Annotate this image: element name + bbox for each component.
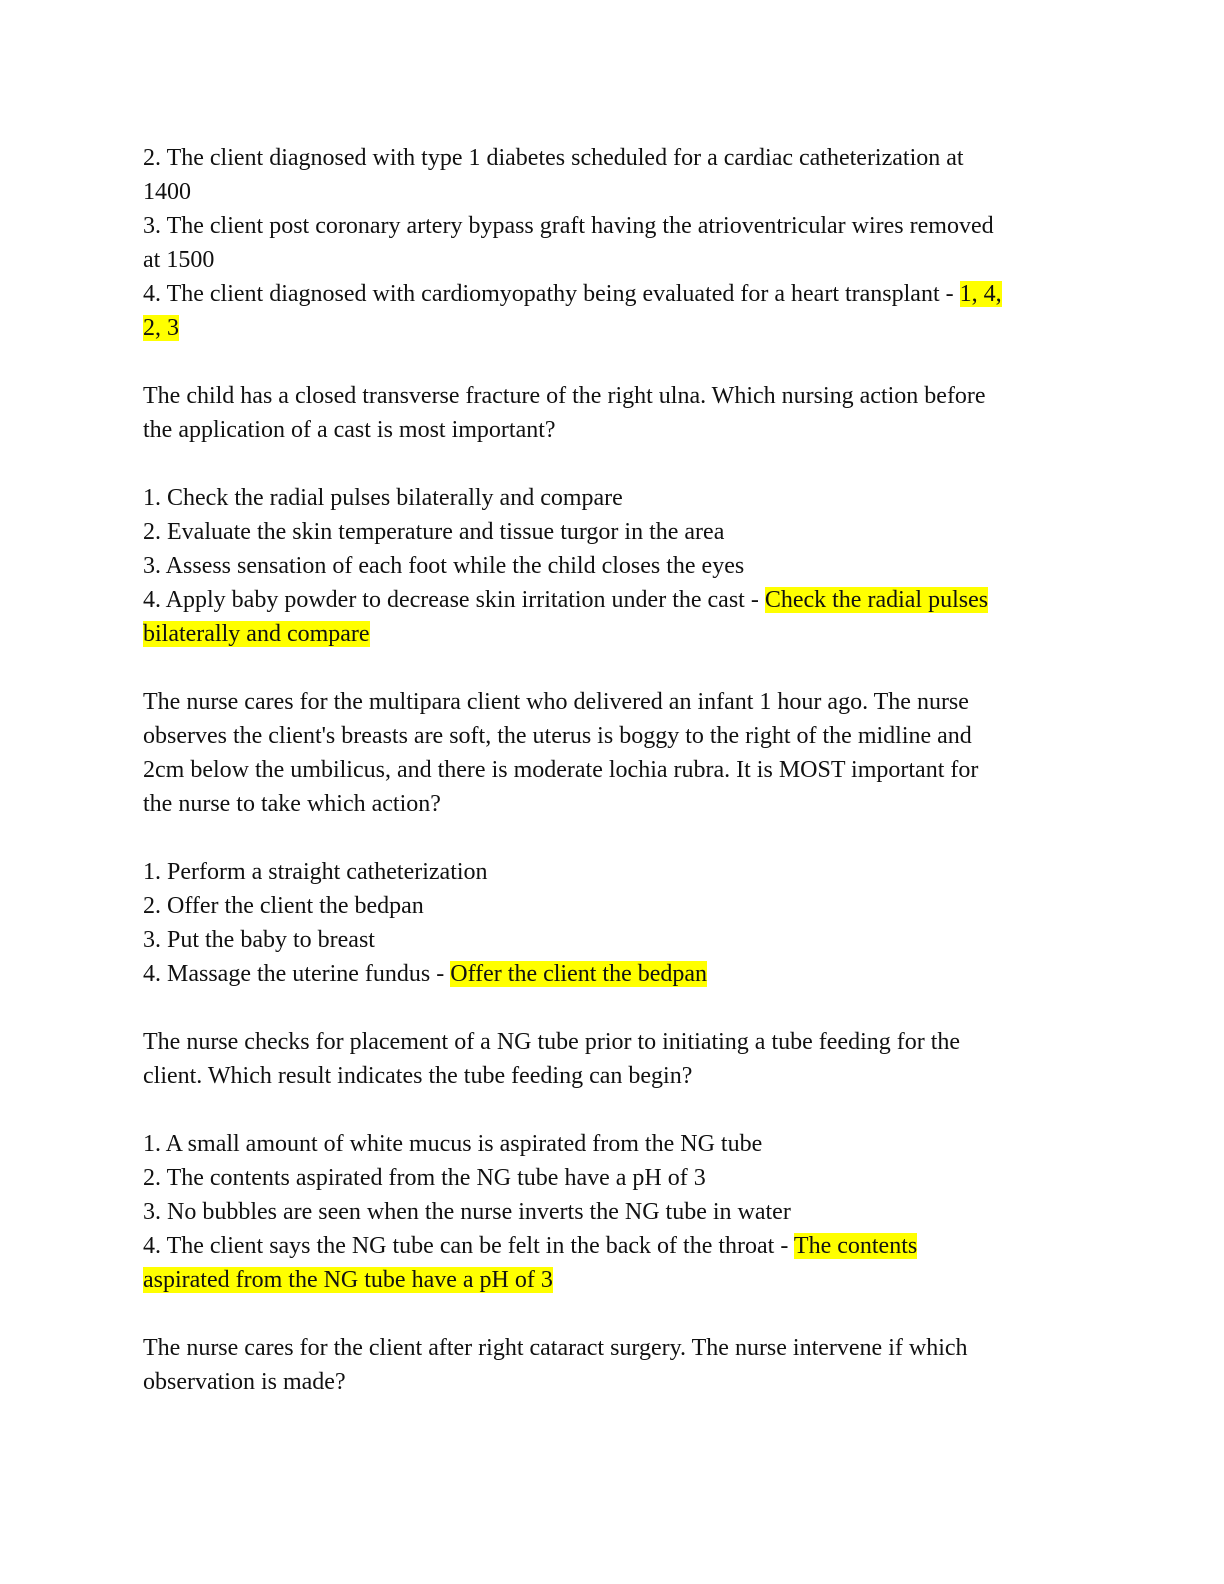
option-line: 3. Put the baby to breast <box>143 927 375 953</box>
spacer <box>143 991 1073 1025</box>
option-line <box>143 617 1073 651</box>
spacer <box>143 345 1073 379</box>
spacer <box>143 447 1073 481</box>
option-line: 1. Check the radial pulses bilaterally and compare <box>143 485 623 511</box>
option-line: 1. A small amount of white mucus is aspirated from the NG tube <box>143 1131 763 1157</box>
question-stem: The nurse cares for the multipara client who delivered an infant 1 hour ago. The nurse <box>143 689 969 715</box>
question-stem: The child has a closed transverse fracture of the right ulna. Which nursing action before <box>143 383 986 409</box>
option-line: at 1500 <box>143 247 215 273</box>
answer-highlight: 1, 4, <box>959 281 1002 307</box>
option-text: 4. Massage the uterine fundus - <box>143 961 451 987</box>
option-line <box>143 277 1073 311</box>
spacer <box>143 1093 1073 1127</box>
option-line: 2. Evaluate the skin temperature and tissue turgor in the area <box>143 519 725 545</box>
option-line: 3. The client post coronary artery bypass graft having the atrioventricular wires removed <box>143 213 994 239</box>
option-text: 4. The client says the NG tube can be felt in the back of the throat - <box>143 1233 794 1259</box>
answer-highlight: 2, 3 <box>143 315 179 341</box>
option-line <box>143 311 1073 345</box>
question-stem: The nurse cares for the client after right cataract surgery. The nurse intervene if which <box>143 1335 968 1361</box>
option-line <box>143 957 1073 991</box>
option-line: 2. The client diagnosed with type 1 diabetes scheduled for a cardiac catheterization at <box>143 145 964 171</box>
option-line: 3. Assess sensation of each foot while the child closes the eyes <box>143 553 745 579</box>
answer-highlight: aspirated from the NG tube have a pH of 3 <box>143 1267 553 1293</box>
spacer <box>143 651 1073 685</box>
answer-highlight: Offer the client the bedpan <box>450 961 708 987</box>
option-line <box>143 1229 1073 1263</box>
option-line <box>143 1263 1073 1297</box>
question-stem: observes the client's breasts are soft, the uterus is boggy to the right of the midline and <box>143 723 972 749</box>
question-stem: observation is made? <box>143 1369 346 1395</box>
option-line: 3. No bubbles are seen when the nurse inverts the NG tube in water <box>143 1199 791 1225</box>
question-stem: the application of a cast is most important? <box>143 417 556 443</box>
option-line <box>143 583 1073 617</box>
option-line: 2. Offer the client the bedpan <box>143 893 424 919</box>
spacer <box>143 1297 1073 1331</box>
spacer <box>143 821 1073 855</box>
question-stem: client. Which result indicates the tube feeding can begin? <box>143 1063 693 1089</box>
answer-highlight: bilaterally and compare <box>143 621 370 647</box>
option-text: 4. The client diagnosed with cardiomyopathy being evaluated for a heart transplant - <box>143 281 960 307</box>
option-line: 1400 <box>143 179 191 205</box>
option-line: 1. Perform a straight catheterization <box>143 859 488 885</box>
question-stem: the nurse to take which action? <box>143 791 441 817</box>
answer-highlight: Check the radial pulses <box>764 587 989 613</box>
option-text: 4. Apply baby powder to decrease skin irritation under the cast - <box>143 587 765 613</box>
answer-highlight: The contents <box>793 1233 918 1259</box>
question-stem: The nurse checks for placement of a NG tube prior to initiating a tube feeding for the <box>143 1029 961 1055</box>
document-page <box>143 141 1073 1399</box>
option-line: 2. The contents aspirated from the NG tube have a pH of 3 <box>143 1165 706 1191</box>
question-stem: 2cm below the umbilicus, and there is moderate lochia rubra. It is MOST important for <box>143 757 979 783</box>
